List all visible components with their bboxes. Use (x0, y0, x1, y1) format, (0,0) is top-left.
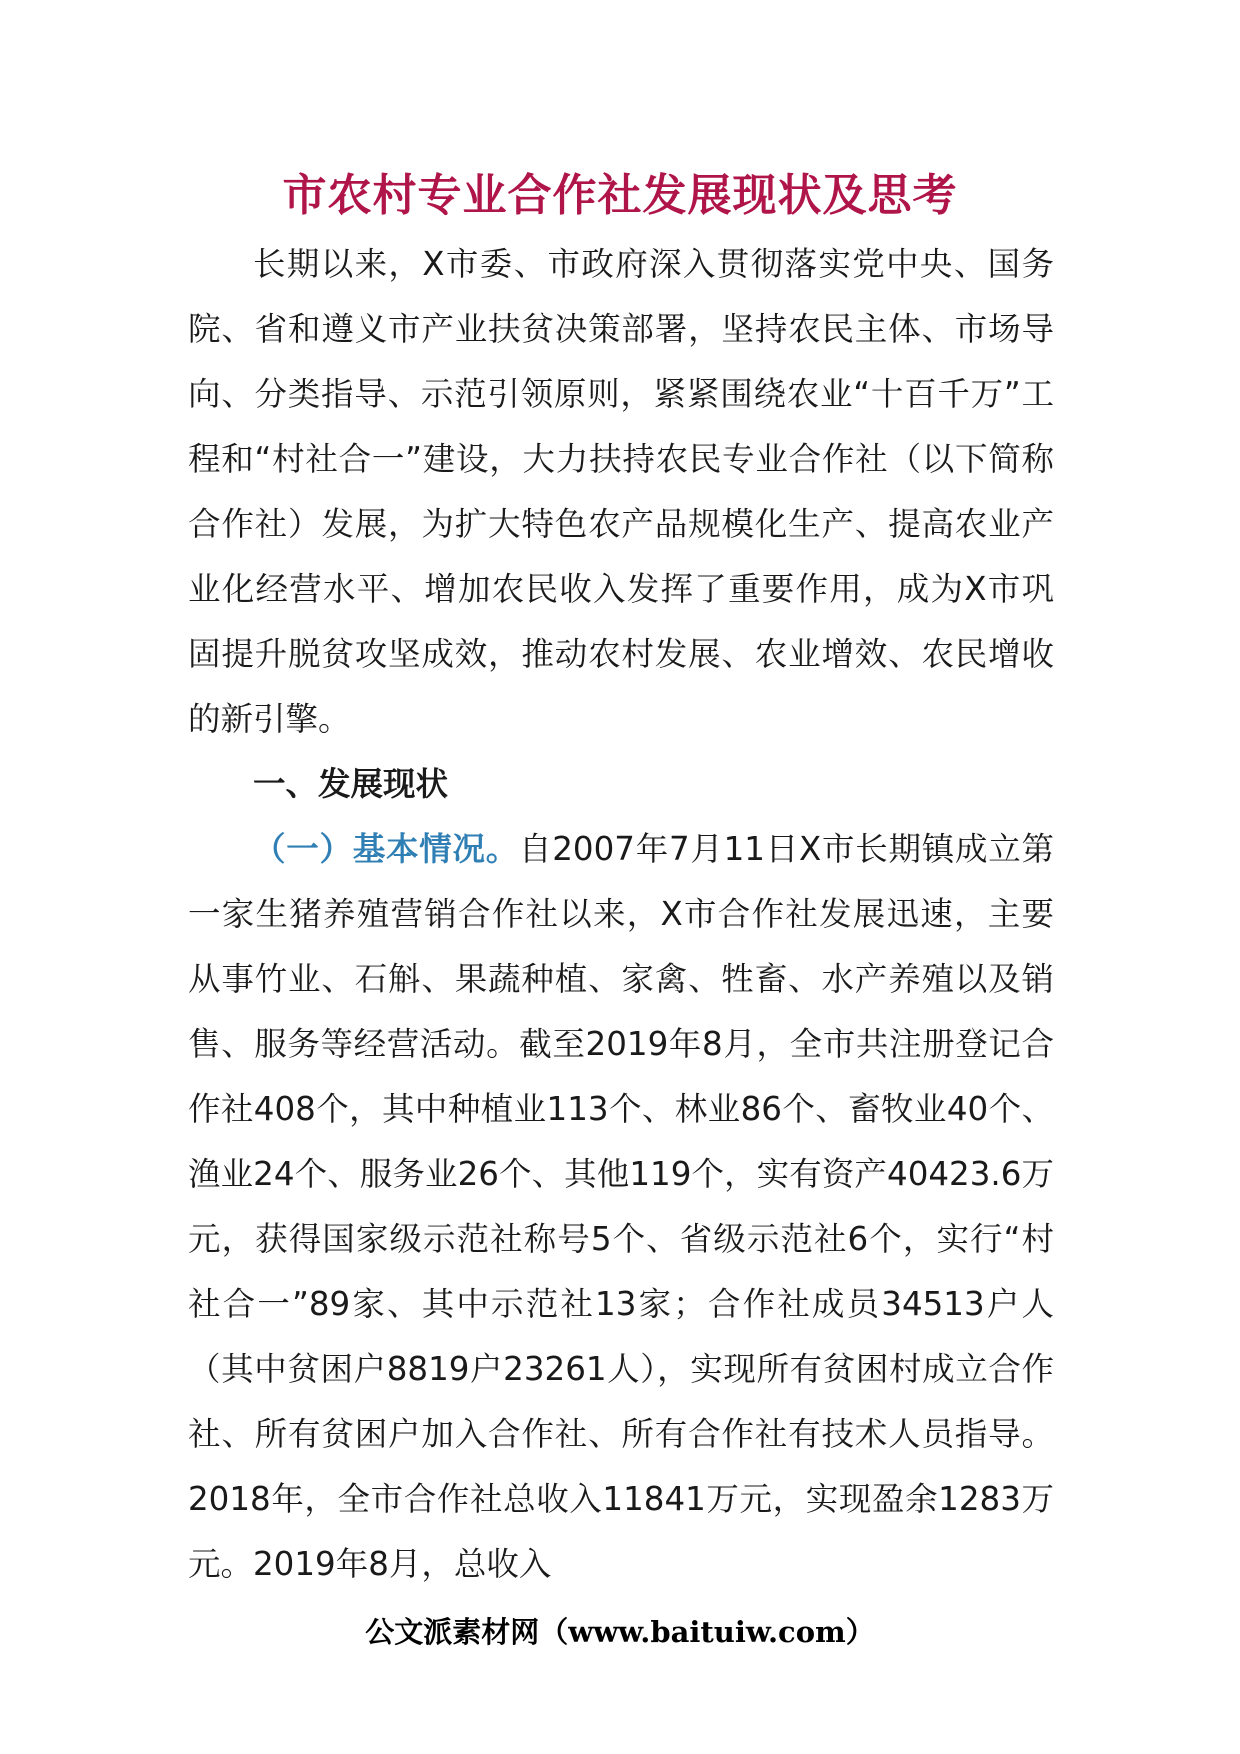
subsection-heading: （一）基本情况。 (253, 830, 519, 868)
document-body (188, 232, 1054, 1597)
footer-watermark: 公文派素材网（www.baituiw.com） (365, 1615, 875, 1649)
intro-paragraph: 长期以来，X市委、市政府深入贯彻落实党中央、国务院、省和遵义市产业扶贫决策部署，坚持农民主体、市场导向、分类指导、示范引领原则，紧紧围绕农业“十百千万”工程和“村社合一”建设，大力扶持农民专业合作社（以下简称合作社）发展，为扩大特色农产品规模化生产、提高农业产业化经营水平、增加农民收入发挥了重要作用，成为X市巩固提升脱贫攻坚成效，推动农村发展、农业增效、农民增收的新引擎。 (188, 245, 1054, 738)
section-heading (188, 752, 1054, 817)
document-title: 市农村专业合作社发展现状及思考 (282, 170, 958, 221)
subsection-paragraph (188, 817, 1054, 1597)
section-heading-text: 一、发展现状 (253, 765, 449, 803)
subsection-text: 自2007年7月11日X市长期镇成立第一家生猪养殖营销合作社以来，X市合作社发展迅速，主要从事竹业、石斛、果蔬种植、家禽、牲畜、水产养殖以及销售、服务等经营活动。截至2019年8月，全市共注册登记合作社408个，其中种植业113个、林业86个、畜牧业40个、渔业24个、服务业26个、其他119个，实有资产40423.6万元，获得国家级示范社称号5个、省级示范社6个，实行“村社合一”89家、其中示范社13家；合作社成员34513户人（其中贫困户8819户23261人），实现所有贫困村成立合作社、所有贫困户加入合作社、所有合作社有技术人员指导。2018年，全市合作社总收入11841万元，实现盈余1283万元。2019年8月，总收入 (188, 830, 1054, 1583)
